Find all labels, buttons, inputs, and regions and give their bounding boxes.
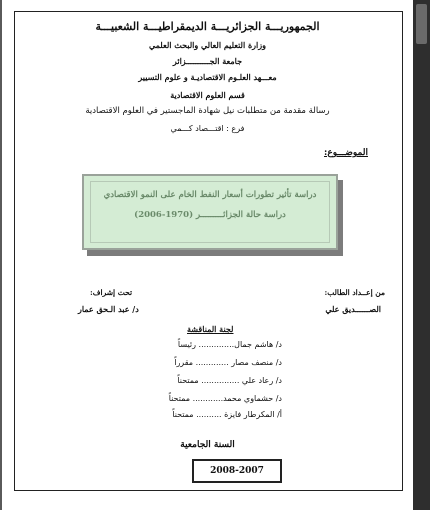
jury-member-name: د/ هاشم جمال.............. (198, 340, 282, 349)
jury-member-name: د/ رعاد علي ............... (201, 376, 282, 385)
jury-member-name: د/ منصف مصار ............. (195, 358, 282, 367)
jury-member-role: ممتحناً (168, 394, 191, 403)
student-label: من إعــداد الطالب: (324, 288, 385, 297)
scrollbar-thumb[interactable] (416, 4, 427, 44)
subject-label: الموضـــوع: (324, 148, 368, 158)
university-name: جامعة الجــــــــــزائر (172, 56, 243, 66)
thesis-title-line1: دراسة تأثير تطورات أسعار النفط الخام على النمو الاقتصادي (103, 190, 317, 200)
jury-member-role: مقرراً (174, 358, 194, 367)
jury-member (152, 376, 282, 385)
student-name: الصــــــديق علي (325, 304, 381, 314)
jury-member (152, 410, 282, 419)
department-name: قسم العلوم الاقتصادية (170, 90, 245, 100)
jury-member-role: رئيساً (177, 340, 196, 349)
vertical-scrollbar[interactable] (413, 0, 430, 510)
jury-member-name: أ/ المكرطار فايزة .......... (196, 410, 282, 419)
thesis-title-line2: دراسة حالة الجزائـــــــــر (1970-2006) (134, 210, 286, 220)
academic-year: 2008-2007 (192, 459, 282, 483)
supervisor-label: تحت إشراف: (90, 288, 133, 297)
document-page (2, 0, 413, 510)
jury-title: لجنة المناقشة (187, 324, 234, 334)
jury-member-name: د/ حشماوي محمد............ (192, 394, 282, 403)
jury-member-role: ممتحناً (172, 410, 194, 419)
jury-member (152, 394, 282, 403)
jury-member (152, 340, 282, 349)
page-border (14, 11, 403, 491)
ministry-name: وزارة التعليم العالي والبحث العلمي (149, 40, 266, 50)
supervisor-name: د/ عبد الـحق عمار (78, 304, 139, 314)
jury-member-role: ممتحناً (177, 376, 199, 385)
branch: فرع : اقتـــصاد كـــمي (170, 124, 245, 133)
country-name: الجمهوريـــة الجزائريـــة الديمقراطيـــة الشعبيـــة (95, 20, 320, 33)
title-box (82, 174, 338, 250)
academic-year-label: السنة الجامعية (180, 440, 235, 450)
faculty-name: معـــهد العلـوم الاقتصاديـة و علوم التسيير (138, 72, 277, 82)
jury-member (152, 358, 282, 367)
thesis-type: رسالة مقدمة من متطلبات نيل شهادة الماجستير في العلوم الاقتصادية (85, 106, 330, 116)
